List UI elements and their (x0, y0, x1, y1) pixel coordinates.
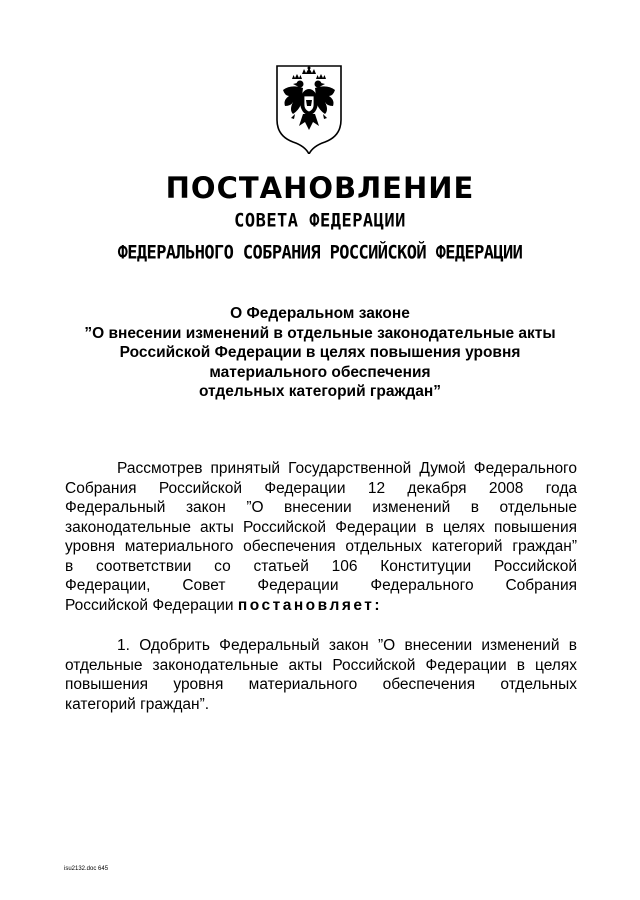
paragraph-line: в соответствии со статьей 106 Конституции Российской (65, 557, 577, 575)
issuer-line-2: ФЕДЕРАЛЬНОГО СОБРАНИЯ РОССИЙСКОЙ ФЕДЕРАЦИИ (117, 242, 523, 264)
document-subject (60, 304, 580, 402)
paragraph-preamble (65, 459, 577, 615)
coat-of-arms-icon (273, 62, 345, 154)
paragraph-line: Федеральный закон ”О внесении изменений в отдельные (65, 499, 577, 516)
paragraph-line: Рассмотрев принятый Государственной Думой Федерального (117, 460, 577, 477)
subject-line: отдельных категорий граждан” (198, 383, 442, 400)
paragraph-line-text: Российской Федерации (65, 596, 238, 614)
subject-line: О Федеральном законе (230, 305, 410, 322)
paragraph-line: уровня материального обеспечения отдельных категорий граждан” (65, 538, 577, 555)
paragraph-line: Собрания Российской Федерации 12 декабря 2008 года (65, 479, 577, 497)
subject-line: Российской Федерации в целях повышения уровня (119, 344, 521, 361)
resolution-keyword: постановляет: (237, 596, 383, 614)
paragraph-line: законодательные акты Российской Федерации в целях повышения (65, 518, 577, 536)
paragraph-item-1 (65, 636, 577, 714)
document-title: ПОСТАНОВЛЕНИЕ (165, 171, 475, 205)
subject-line: ”О внесении изменений в отдельные законодательные акты (84, 324, 556, 342)
issuer-line-1: СОВЕТА ФЕДЕРАЦИИ (234, 210, 406, 232)
paragraph-line: отдельные законодательные акты Российской Федерации в целях (65, 656, 577, 674)
subject-line: материального обеспечения (209, 363, 431, 381)
paragraph-last-line (65, 596, 577, 616)
paragraph-line: категорий граждан”. (65, 695, 210, 713)
paragraph-line: 1. Одобрить Федеральный закон ”О внесении изменений в (117, 637, 577, 654)
paragraph-line: повышения уровня материального обеспечения отдельных (65, 676, 577, 693)
paragraph-line: Федерации, Совет Федерации Федерального Собрания (65, 577, 577, 594)
file-reference: isu2132.doc 645 (64, 866, 109, 872)
